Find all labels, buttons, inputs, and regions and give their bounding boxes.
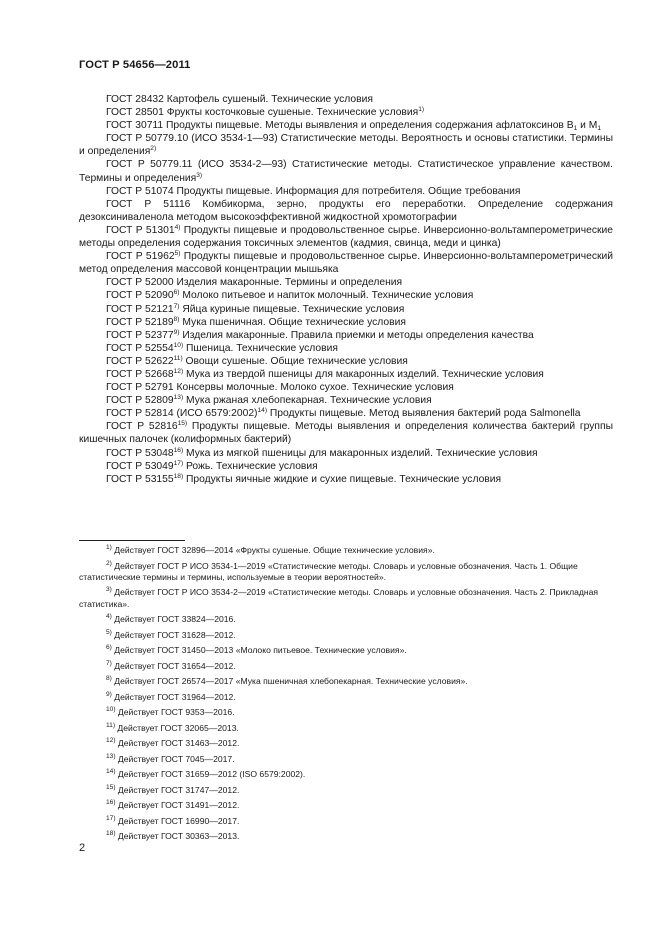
reference-item: ГОСТ 28501 Фрукты косточковые сушеные. Технические условия$^{1)}$ (106, 106, 425, 119)
reference-item: ГОСТ Р 52121$^{7)}$ Яйца куриные пищевые. Технические условия (106, 302, 405, 315)
footnote-marker[interactable]: 18) (173, 472, 184, 480)
footnote: $^{8)}$ Действует ГОСТ 26574—2017 «Мука пшеничная хлебопекарная. Технические условия». (106, 675, 468, 687)
footnote-marker[interactable]: 7) (173, 302, 180, 310)
footnote: $^{4)}$ Действует ГОСТ 33824—2016. (106, 613, 236, 625)
reference-item: ГОСТ Р 52377$^{9)}$ Изделия макаронные. Правила приемки и методы определения качества (106, 328, 534, 341)
reference-item: ГОСТ Р 50779.11 (ИСО 3534-2—93) Статистические методы. Статистическое управление качеством. Термины и определения$^{3)}$ (79, 159, 613, 184)
footnote-marker[interactable]: 17) (173, 459, 184, 467)
footnote: $^{7)}$ Действует ГОСТ 31654—2012. (106, 659, 236, 671)
footnote-marker[interactable]: 4) (174, 223, 181, 231)
footnote-marker[interactable]: 10) (173, 341, 184, 349)
footnote-marker[interactable]: 3) (196, 171, 203, 179)
reference-item: ГОСТ 28432 Картофель сушеный. Технические условия (106, 94, 373, 105)
reference-item: ГОСТ Р 51962$^{5)}$ Продукты пищевые и продовольственное сырье. Инверсионно-вольтамперометрический метод определения массовой концентрации мышьяка (79, 250, 613, 276)
footnote: $^{6)}$ Действует ГОСТ 31450—2013 «Молоко питьевое. Технические условия». (106, 644, 407, 656)
reference-item: ГОСТ Р 53048$^{16)}$ Мука из мягкой пшеницы для макаронных изделий. Технические условия (106, 446, 538, 459)
footnote-separator (79, 540, 185, 541)
reference-item: ГОСТ Р 52090$^{6)}$ Молоко питьевое и напиток молочный. Технические условия (106, 289, 474, 302)
footnote-marker[interactable]: 8) (173, 315, 180, 323)
reference-item: ГОСТ 30711 Продукты пищевые. Методы выявления и определения содержания афлатоксинов $В_1$ и $М_1$ (106, 120, 602, 133)
footnote-marker[interactable]: 5) (174, 250, 181, 258)
footnote-marker[interactable]: 11) (173, 354, 183, 362)
reference-item: ГОСТ Р 52791 Консервы молочные. Молоко сухое. Технические условия (106, 382, 454, 394)
footnote: $^{16)}$ Действует ГОСТ 31491—2012. (106, 799, 240, 811)
footnote: $^{1)}$ Действует ГОСТ 32896—2014 «Фрукты сушеные. Общие технические условия». (106, 544, 435, 555)
footnote-marker[interactable]: 1) (418, 106, 425, 114)
footnote: $^{5)}$ Действует ГОСТ 31628—2012. (106, 628, 236, 640)
normative-references (79, 93, 613, 486)
footnote: $^{2)}$ Действует ГОСТ Р ИСО 3534-1—2019 «Статистические методы. Словарь и условные обозначения. Часть 1. Общие статистические термины и термины, используемые в теории вероятностей». (79, 559, 578, 582)
footnote-marker[interactable]: 16) (173, 446, 184, 454)
footnote-marker[interactable]: 15) (177, 420, 188, 428)
reference-item: ГОСТ Р 52809$^{13)}$ Мука ржаная хлебопекарная. Технические условия (106, 394, 432, 407)
reference-item: ГОСТ Р 52000 Изделия макаронные. Термины и определения (106, 277, 403, 289)
reference-item: ГОСТ Р 52189$^{8)}$ Мука пшеничная. Общие технические условия (106, 315, 406, 328)
footnote: $^{17)}$ Действует ГОСТ 16990—2017. (106, 814, 240, 826)
footnote: $^{15)}$ Действует ГОСТ 31747—2012. (106, 783, 240, 795)
footnote-marker[interactable]: 12) (173, 367, 184, 375)
footnote: $^{14)}$ Действует ГОСТ 31659—2012 (ISO 6579:2002). (106, 768, 306, 780)
reference-item: ГОСТ Р 51301$^{4)}$ Продукты пищевые и продовольственное сырье. Инверсионно-вольтамперометрические методы определения содержания токсичных элементов (кадмия, свинца, меди и цинка) (79, 223, 613, 250)
footnotes (79, 545, 613, 847)
reference-item: ГОСТ Р 53049$^{17)}$ Рожь. Технические условия (106, 459, 318, 472)
footnote: $^{3)}$ Действует ГОСТ Р ИСО 3534-2—2019 «Статистические методы. Словарь и условные обозначения. Часть 2. Прикладная статистика». (79, 586, 599, 609)
footnote: $^{13)}$ Действует ГОСТ 7045—2017. (106, 752, 235, 764)
footnote: $^{9)}$ Действует ГОСТ 31964—2012. (106, 690, 236, 702)
footnote-marker[interactable]: 6) (173, 289, 180, 297)
footnote-marker[interactable]: 14) (257, 407, 268, 415)
reference-item: ГОСТ Р 51116 Комбикорма, зерно, продукты его переработки. Определение содержания дезоксиниваленола методом высокоэффективной жидкостной хромотографии (79, 198, 613, 223)
reference-item: ГОСТ Р 52622$^{11)}$ Овощи сушеные. Общие технические условия (106, 354, 408, 367)
footnote: $^{11)}$ Действует ГОСТ 32065—2013. (106, 721, 239, 733)
footnote: $^{18)}$ Действует ГОСТ 30363—2013. (106, 830, 240, 842)
footnote: $^{12)}$ Действует ГОСТ 31463—2012. (106, 737, 240, 749)
reference-item: ГОСТ Р 52668$^{12)}$ Мука из твердой пшеницы для макаронных изделий. Технические условия (106, 367, 544, 380)
footnote-marker[interactable]: 2) (150, 145, 157, 153)
reference-item: ГОСТ Р 50779.10 (ИСО 3534-1—93) Статистические методы. Вероятность и основы статистики. Термины и определения$^{2)}$ (79, 133, 613, 158)
reference-item: ГОСТ Р 52554$^{10)}$ Пшеница. Технические условия (106, 341, 338, 354)
page-header: ГОСТ Р 54656—2011 (79, 59, 191, 71)
reference-item: ГОСТ Р 51074 Продукты пищевые. Информация для потребителя. Общие требования (106, 185, 521, 197)
footnote-marker[interactable]: 13) (173, 394, 184, 402)
reference-item: ГОСТ Р 53155$^{18)}$ Продукты яичные жидкие и сухие пищевые. Технические условия (106, 472, 502, 485)
reference-item: ГОСТ Р 52816$^{15)}$ Продукты пищевые. Методы выявления и определения количества бактерий группы кишечных палочек (колиформных бактерий) (79, 420, 613, 446)
page-number: 2 (79, 842, 86, 854)
reference-item: ГОСТ Р 52814 (ИСО 6579:2002)$^{14)}$ Продукты пищевые. Метод выявления бактерий рода Salmonella (106, 407, 581, 420)
footnote-marker[interactable]: 9) (173, 328, 180, 336)
footnote: $^{10)}$ Действует ГОСТ 9353—2016. (106, 706, 235, 718)
